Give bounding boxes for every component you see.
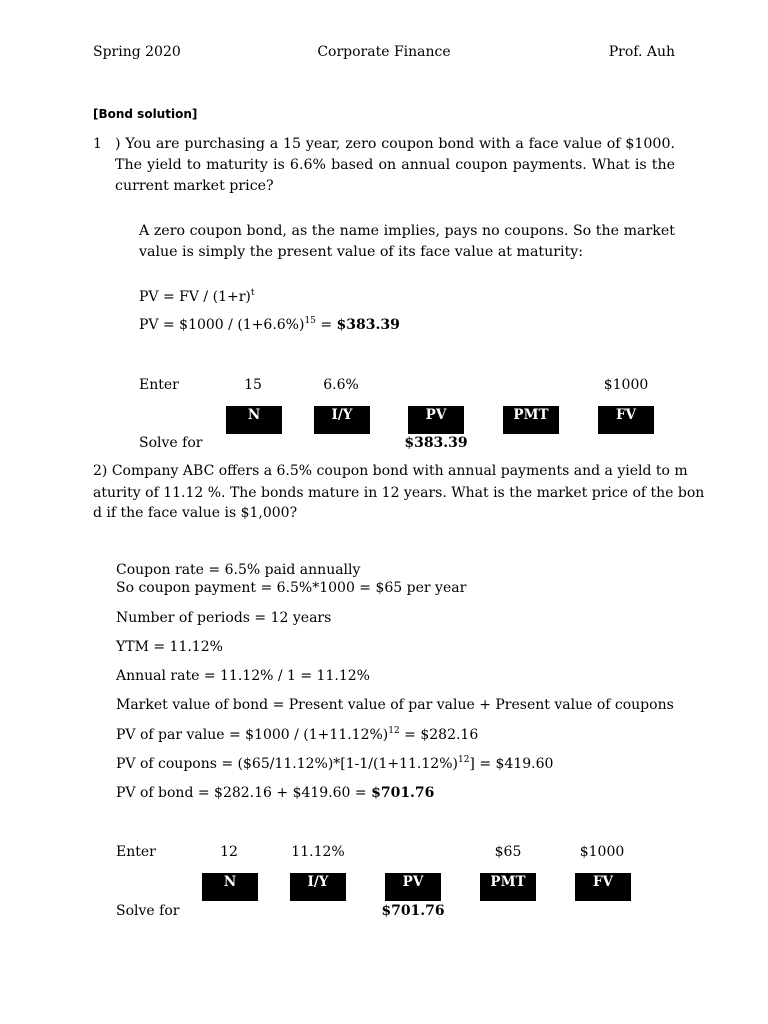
q1-enter-label: Enter (139, 377, 179, 393)
q2-question-line2: aturity of 11.12 %. The bonds mature in 12 years. What is the market price of the bon (93, 485, 705, 501)
q2-ytm: YTM = 11.12% (116, 639, 223, 655)
formula-exponent: 12 (388, 726, 400, 736)
q2-annual-rate: Annual rate = 11.12% / 1 = 11.12% (116, 668, 370, 684)
formula-text: PV = FV / (1+r) (139, 289, 251, 305)
q2-periods: Number of periods = 12 years (116, 610, 332, 626)
formula-result: $701.76 (371, 785, 435, 801)
formula-equals: = (315, 317, 337, 333)
header-professor: Prof. Auh (608, 44, 675, 60)
q2-key-pmt: PMT (480, 873, 536, 901)
q1-formula-general (139, 289, 254, 305)
q2-pv-bond (116, 785, 434, 801)
q1-question: ) You are purchasing a 15 year, zero coupon bond with a face value of $1000. The yield to maturity is 6.6% based on annual coupon payments. What is the current market price? (115, 136, 675, 194)
q2-key-iy: I/Y (290, 873, 346, 901)
q2-pv-par (116, 727, 478, 743)
q2-market-value: Market value of bond = Present value of par value + Present value of coupons (116, 697, 674, 713)
q2-iy-value: 11.12% (291, 844, 345, 860)
q1-number: 1 (93, 136, 102, 152)
formula-text: PV of coupons = ($65/11.12%)*[1-1/(1+11.12%) (116, 756, 458, 772)
formula-result: $383.39 (336, 317, 400, 333)
q1-key-pv: PV (408, 406, 464, 434)
q1-fv-value: $1000 (603, 377, 649, 393)
header-course: Corporate Finance (317, 44, 451, 60)
q2-key-n: N (202, 873, 258, 901)
header-term: Spring 2020 (93, 44, 181, 60)
q1-key-pmt: PMT (503, 406, 559, 434)
q2-n-value: 12 (220, 844, 238, 860)
q1-key-n: N (226, 406, 282, 434)
formula-exponent: 15 (304, 316, 316, 326)
q2-fv-value: $1000 (579, 844, 625, 860)
q1-solve-value: $383.39 (404, 435, 468, 451)
q2-question-line1: 2) Company ABC offers a 6.5% coupon bond with annual payments and a yield to m (93, 463, 688, 479)
q2-key-fv: FV (575, 873, 631, 901)
formula-exponent: t (250, 288, 255, 298)
q2-coupon-rate: Coupon rate = 6.5% paid annually (116, 562, 361, 578)
formula-rest: = $282.16 (399, 727, 479, 743)
q1-key-fv: FV (598, 406, 654, 434)
formula-text: PV of bond = $282.16 + $419.60 = (116, 785, 372, 801)
q1-solve-label: Solve for (139, 435, 203, 451)
q2-solve-label: Solve for (116, 903, 180, 919)
formula-text: PV of par value = $1000 / (1+11.12%) (116, 727, 389, 743)
q1-n-value: 15 (244, 377, 262, 393)
formula-exponent: 12 (457, 755, 470, 765)
section-tag: [Bond solution] (93, 107, 198, 121)
q2-solve-value: $701.76 (381, 903, 445, 919)
q1-key-iy: I/Y (314, 406, 370, 434)
q2-question-line3: d if the face value is $1,000? (93, 505, 298, 521)
q2-key-pv: PV (385, 873, 441, 901)
q2-coupon-payment: So coupon payment = 6.5%*1000 = $65 per year (116, 580, 467, 596)
q2-enter-label: Enter (116, 844, 156, 860)
q1-iy-value: 6.6% (323, 377, 359, 393)
formula-text: PV = $1000 / (1+6.6%) (139, 317, 305, 333)
q1-explanation: A zero coupon bond, as the name implies, pays no coupons. So the market value is simply the present value of its face value at maturity: (139, 223, 675, 260)
q2-pv-coupons (116, 756, 553, 772)
formula-rest: ] = $419.60 (469, 756, 554, 772)
q2-pmt-value: $65 (494, 844, 522, 860)
q1-formula-applied (139, 317, 400, 333)
